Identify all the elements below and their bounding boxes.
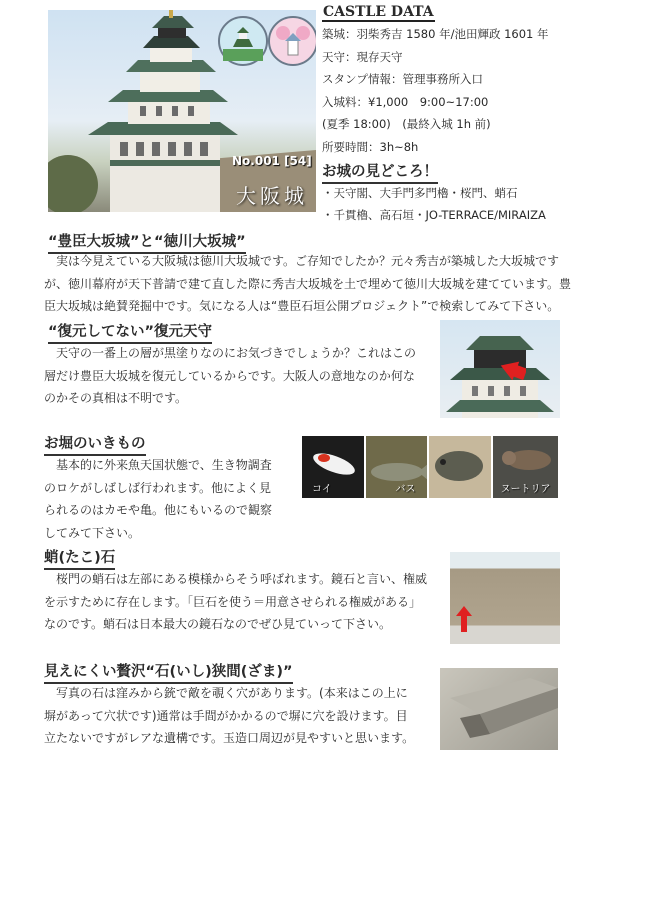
data-line-stamp: スタンプ情報：管理事務所入口 — [322, 72, 483, 86]
bluegill-icon — [429, 436, 491, 498]
data-line-duration: 所要時間：3h~8h — [322, 140, 419, 154]
section-body-toyotomi — [44, 250, 614, 318]
data-line-founded: 築城：羽柴秀吉 1580 年/池田輝政 1601 年 — [322, 27, 549, 41]
body-line: 写真の石は窪みから銃で敵を覗く穴があります。(本来はこの上に — [44, 686, 408, 700]
castle-number: No.001 [54] — [232, 154, 312, 168]
stone-loophole-photo — [440, 668, 558, 750]
creature-photo-strip — [302, 436, 558, 498]
data-line-fee: 入城料：¥1,000 9:00~17:00 — [322, 95, 489, 109]
red-arrow-icon — [456, 606, 472, 632]
body-line: 臣大坂城は絶賛発掘中です。気になる人は“豊臣石垣公開プロジェクト”で検索してみて下さい。 — [44, 299, 560, 313]
section-body-moat — [44, 454, 294, 544]
body-line: 層だけ豊臣大坂城を復元しているからです。大阪人の意地なのか何な — [44, 368, 415, 383]
castle-photo — [48, 10, 316, 212]
section-heading-tako: 蛸(たこ)石 — [44, 546, 115, 570]
highlights-heading: お城の見どころ！ — [322, 160, 438, 184]
bluegill-photo — [429, 436, 491, 498]
body-line: 塀があって穴状です)通常は手間がかかるので塀に穴を設けます。目 — [44, 708, 408, 723]
keep-top-photo — [440, 320, 560, 418]
body-line: が、徳川幕府が天下普請で建て直した際に秀吉大坂城を土で埋めて徳川大坂城を建てています。豊 — [44, 276, 572, 291]
highlight-item: ・千貫櫓、高石垣・JO-TERRACE/MIRAIZA — [322, 208, 546, 222]
body-line: を示すために存在します。「巨石を使う＝用意させられる権威がある」 — [44, 594, 422, 609]
fish-label: ヌートリア — [500, 484, 551, 495]
body-line: 天守の一番上の層が黒塗りなのにお気づきでしょうか？これはこの — [44, 346, 417, 360]
stamp-badge-2 — [268, 16, 316, 66]
castle-name: 大阪城 — [236, 184, 308, 208]
koi-photo — [302, 436, 364, 498]
section-body-restored — [44, 342, 434, 410]
body-line: 実は今見えている大阪城は徳川大坂城です。ご存知でしたか？元々秀吉が築城した大坂城です — [44, 254, 560, 268]
data-line-summer: (夏季 18:00) (最終入城 1h 前) — [322, 117, 491, 131]
castle-data-title: CASTLE DATA — [323, 4, 434, 20]
fish-label: バス — [395, 484, 416, 495]
fish-label: コイ — [312, 484, 332, 495]
stone-wall-illustration — [440, 668, 558, 750]
section-heading-sama: 見えにくい贅沢“石(いし)狭間(ざま)” — [44, 660, 293, 684]
section-body-sama — [44, 682, 444, 750]
section-heading-restored: “復元してない”復元天守 — [48, 320, 212, 344]
section-heading-moat: お堀のいきもの — [44, 432, 146, 456]
stamp-badge-1 — [218, 16, 268, 66]
tako-stone-photo — [450, 552, 560, 644]
section-heading-toyotomi: “豊臣大坂城”と“徳川大坂城” — [48, 230, 246, 254]
body-line: してみて下さい。 — [44, 525, 141, 540]
body-line: のかその真相は不明です。 — [44, 391, 188, 405]
body-line: 桜門の蛸石は左部にある模様からそう呼ばれます。鏡石と言い、権威 — [44, 572, 428, 586]
highlight-item: ・天守閣、大手門多門櫓・桜門、蛸石 — [322, 186, 518, 200]
body-line: のロケがしばしば行われます。他によく見 — [44, 480, 272, 495]
castle-stamp-icon — [273, 21, 313, 61]
nutria-photo — [493, 436, 558, 498]
data-line-keep: 天守：現存天守 — [322, 50, 403, 64]
body-line: 基本的に外来魚天国状態で、生き物調査 — [44, 458, 272, 472]
section-body-tako — [44, 568, 444, 636]
bass-photo — [366, 436, 428, 498]
castle-stamp-icon — [223, 21, 263, 61]
red-arrow-icon — [500, 360, 526, 380]
body-line: られるのはカモや亀。他にもいるので観察 — [44, 503, 273, 517]
body-line: 立たないですがレアな遺構です。玉造口周辺が見やすいと思います。 — [44, 731, 415, 745]
body-line: なのです。蛸石は日本最大の鏡石なのでぜひ見ていって下さい。 — [44, 617, 392, 631]
